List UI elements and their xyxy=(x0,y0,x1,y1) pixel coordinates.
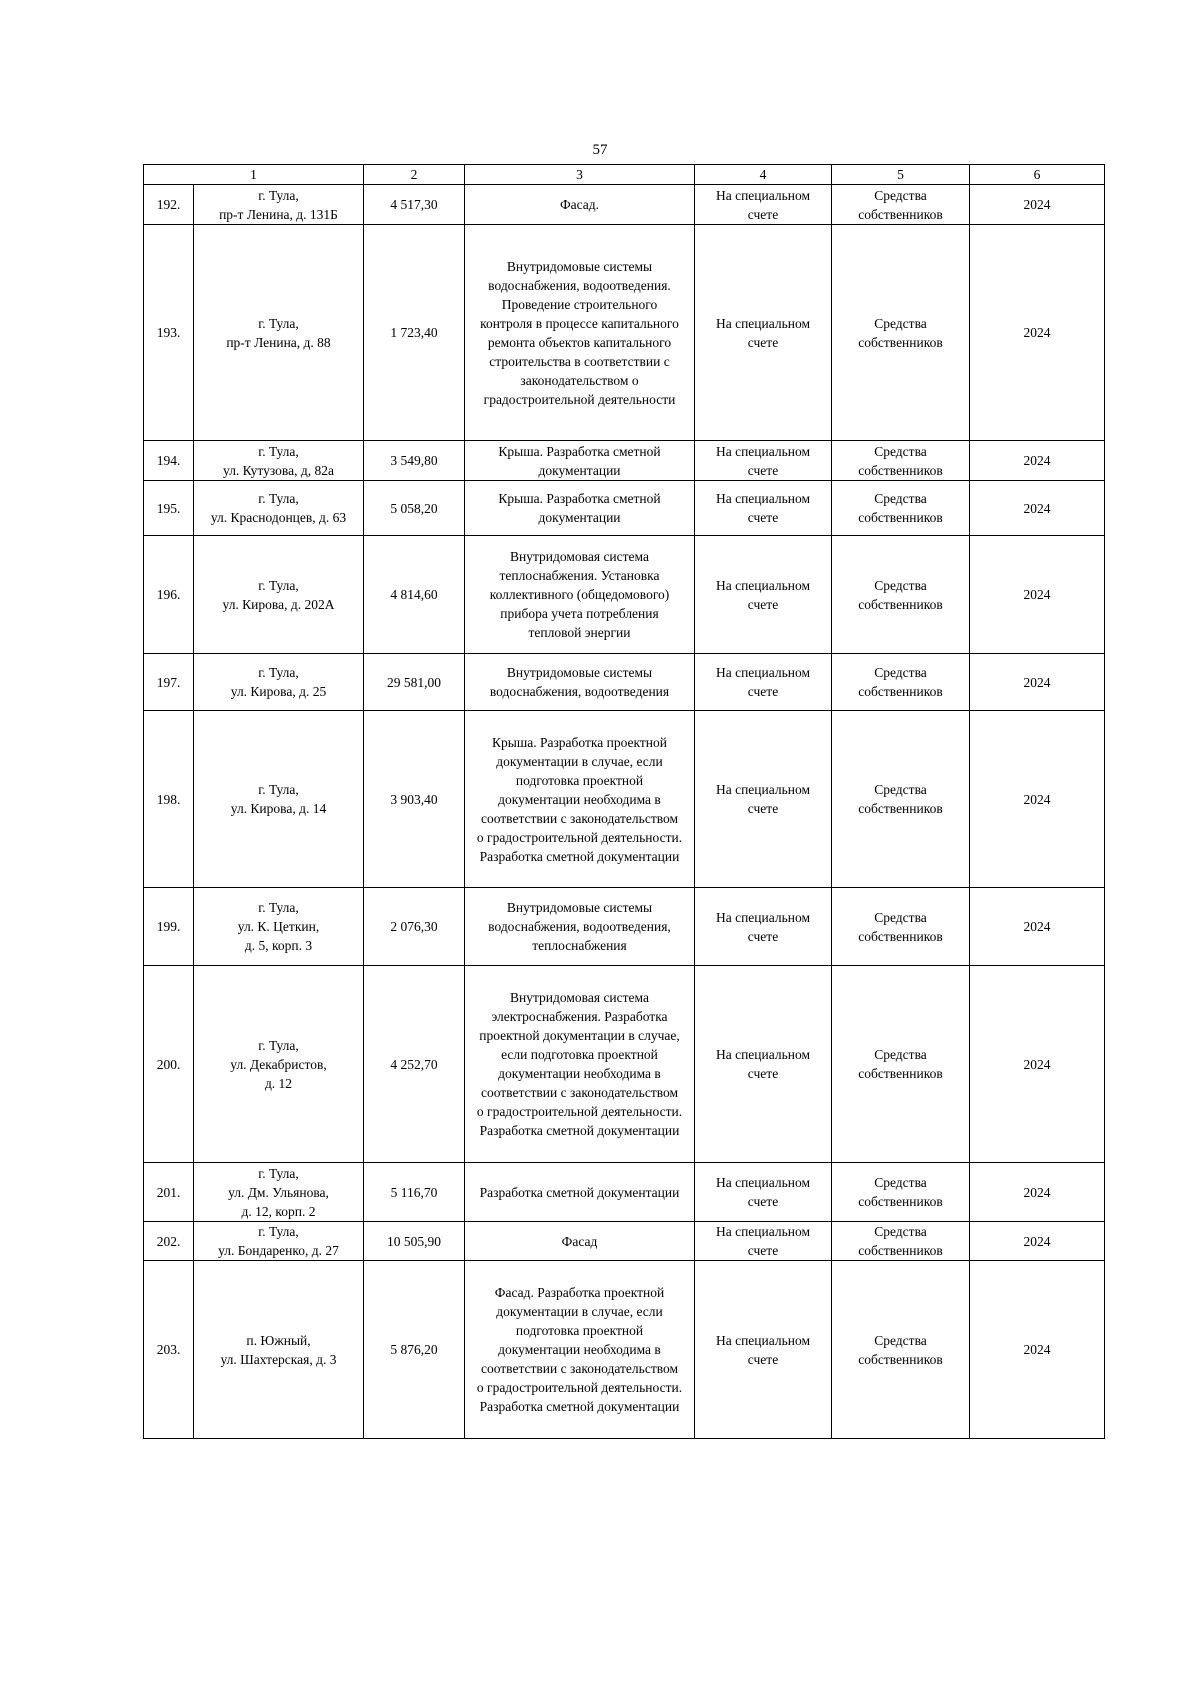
work-type-cell-line: Крыша. Разработка проектной xyxy=(492,734,667,750)
account-cell-line: счете xyxy=(747,596,779,612)
funding-source-cell-line: Средства xyxy=(874,1047,927,1062)
table-row xyxy=(144,1163,1105,1222)
work-type-cell-line: Фасад xyxy=(561,1233,598,1249)
address-cell-line: пр-т Ленина, д. 88 xyxy=(226,334,331,350)
table-row xyxy=(144,1261,1105,1439)
table-row xyxy=(144,481,1105,536)
work-type-cell-line: документации необходима в xyxy=(498,1342,661,1357)
address-cell xyxy=(194,441,364,481)
year-cell: 2024 xyxy=(970,654,1105,711)
row-number: 200. xyxy=(144,966,194,1163)
column-number-1: 1 xyxy=(144,165,364,185)
column-number-row xyxy=(144,165,1105,185)
address-cell xyxy=(194,654,364,711)
funding-source-cell-line: собственников xyxy=(858,510,943,525)
work-type-cell-line: Крыша. Разработка сметной xyxy=(498,443,661,459)
funding-source-cell-line: собственников xyxy=(858,1243,943,1258)
funding-source-cell-line: собственников xyxy=(858,462,943,478)
repair-program-table xyxy=(143,164,1105,1439)
funding-source-cell xyxy=(832,966,970,1163)
row-number: 193. xyxy=(144,225,194,441)
work-type-cell-line: соответствии с законодательством xyxy=(480,810,679,826)
year-cell: 2024 xyxy=(970,185,1105,225)
account-cell-line: На специальном xyxy=(715,1224,811,1239)
address-cell xyxy=(194,481,364,536)
account-cell-line: счете xyxy=(747,510,779,525)
work-type-cell xyxy=(465,1261,695,1439)
work-type-cell-line: Разработка сметной документации xyxy=(479,848,680,864)
work-type-cell xyxy=(465,711,695,888)
work-type-cell-line: соответствии с законодательством xyxy=(480,1361,679,1376)
work-type-cell-line: водоснабжения, водоотведения. xyxy=(488,277,671,293)
table-row xyxy=(144,654,1105,711)
work-type-cell-line: Внутридомовые системы xyxy=(506,258,653,274)
work-type-cell-line: если подготовка проектной xyxy=(501,1047,658,1062)
account-cell xyxy=(695,1222,832,1261)
account-cell-line: счете xyxy=(747,1351,779,1367)
address-cell xyxy=(194,1261,364,1439)
funding-source-cell-line: Средства xyxy=(874,1175,927,1190)
funding-source-cell-line: Средства xyxy=(874,1332,927,1348)
funding-source-cell-line: собственников xyxy=(858,596,943,612)
funding-source-cell-line: собственников xyxy=(858,928,943,944)
address-cell-line: г. Тула, xyxy=(258,187,299,203)
funding-source-cell-line: собственников xyxy=(858,1351,943,1367)
address-cell-line: г. Тула, xyxy=(258,1224,299,1239)
year-cell: 2024 xyxy=(970,711,1105,888)
address-cell-line: г. Тула, xyxy=(258,577,299,593)
funding-source-cell-line: собственников xyxy=(858,334,943,350)
area-cell: 3 903,40 xyxy=(364,711,465,888)
column-number-3: 3 xyxy=(465,165,695,185)
address-cell-line: г. Тула, xyxy=(258,491,299,506)
account-cell-line: счете xyxy=(747,462,779,478)
row-number: 202. xyxy=(144,1222,194,1261)
account-cell-line: На специальном xyxy=(715,187,811,203)
funding-source-cell xyxy=(832,888,970,966)
address-cell-line: ул. Кирова, д. 14 xyxy=(230,801,327,816)
account-cell-line: счете xyxy=(747,684,779,699)
column-number-5: 5 xyxy=(832,165,970,185)
funding-source-cell-line: собственников xyxy=(858,1194,943,1209)
work-type-cell-line: документации в случае, если xyxy=(496,753,663,769)
work-type-cell-line: подготовка проектной xyxy=(515,1323,644,1338)
work-type-cell xyxy=(465,1222,695,1261)
funding-source-cell-line: собственников xyxy=(858,206,943,222)
area-cell: 1 723,40 xyxy=(364,225,465,441)
account-cell xyxy=(695,1163,832,1222)
work-type-cell-line: документации необходима в xyxy=(498,791,661,807)
address-cell-line: г. Тула, xyxy=(258,782,299,797)
table-row xyxy=(144,966,1105,1163)
address-cell-line: д. 5, корп. 3 xyxy=(244,938,313,953)
work-type-cell-line: Внутридомовые системы xyxy=(506,900,653,915)
funding-source-cell xyxy=(832,1222,970,1261)
year-cell: 2024 xyxy=(970,888,1105,966)
work-type-cell xyxy=(465,225,695,441)
row-number: 192. xyxy=(144,185,194,225)
area-cell: 5 116,70 xyxy=(364,1163,465,1222)
address-cell-line: д. 12 xyxy=(264,1075,293,1091)
account-cell xyxy=(695,966,832,1163)
funding-source-cell xyxy=(832,1163,970,1222)
work-type-cell-line: строительства в соответствии с xyxy=(489,353,670,369)
address-cell-line: г. Тула, xyxy=(258,1165,299,1181)
account-cell-line: счете xyxy=(747,334,779,350)
address-cell-line: ул. Кирова, д. 202А xyxy=(222,596,335,612)
page-number: 57 xyxy=(592,142,608,158)
column-number-6: 6 xyxy=(970,165,1105,185)
account-cell-line: счете xyxy=(747,206,779,222)
address-cell-line: ул. Декабристов, xyxy=(230,1056,327,1072)
work-type-cell-line: Внутридомовые системы xyxy=(506,665,653,680)
account-cell xyxy=(695,441,832,481)
account-cell-line: На специальном xyxy=(715,491,811,506)
year-cell: 2024 xyxy=(970,441,1105,481)
work-type-cell-line: проектной документации в случае, xyxy=(479,1028,680,1043)
address-cell-line: д. 12, корп. 2 xyxy=(241,1203,316,1219)
year-cell: 2024 xyxy=(970,966,1105,1163)
funding-source-cell-line: Средства xyxy=(874,665,927,680)
address-cell-line: ул. Кутузова, д, 82а xyxy=(223,462,334,478)
row-number: 196. xyxy=(144,536,194,654)
account-cell-line: На специальном xyxy=(715,1175,811,1190)
work-type-cell-line: Внутридомовая система xyxy=(510,990,649,1005)
funding-source-cell-line: Средства xyxy=(874,1224,927,1239)
work-type-cell-line: о градостроительной деятельности. xyxy=(476,1104,683,1119)
account-cell-line: На специальном xyxy=(715,577,811,593)
funding-source-cell-line: собственников xyxy=(858,1066,943,1081)
work-type-cell-line: Разработка сметной документации xyxy=(479,1184,680,1200)
address-cell xyxy=(194,966,364,1163)
account-cell-line: счете xyxy=(747,1194,779,1209)
account-cell xyxy=(695,536,832,654)
row-number: 203. xyxy=(144,1261,194,1439)
table-row xyxy=(144,888,1105,966)
account-cell-line: На специальном xyxy=(715,1332,811,1348)
work-type-cell xyxy=(465,966,695,1163)
account-cell-line: На специальном xyxy=(715,443,811,459)
funding-source-cell xyxy=(832,441,970,481)
area-cell: 5 876,20 xyxy=(364,1261,465,1439)
row-number: 198. xyxy=(144,711,194,888)
table-row xyxy=(144,1222,1105,1261)
address-cell-line: ул. Краснодонцев, д. 63 xyxy=(210,510,347,525)
account-cell xyxy=(695,1261,832,1439)
work-type-cell xyxy=(465,888,695,966)
address-cell-line: п. Южный, xyxy=(246,1332,311,1348)
work-type-cell-line: теплоснабжения. Установка xyxy=(499,568,660,583)
work-type-cell-line: документации xyxy=(538,462,621,478)
area-cell: 3 549,80 xyxy=(364,441,465,481)
work-type-cell xyxy=(465,654,695,711)
work-type-cell xyxy=(465,441,695,481)
address-cell-line: ул. Дм. Ульянова, xyxy=(228,1184,329,1200)
work-type-cell-line: Разработка сметной документации xyxy=(479,1399,680,1414)
address-cell xyxy=(194,888,364,966)
account-cell xyxy=(695,481,832,536)
work-type-cell xyxy=(465,185,695,225)
work-type-cell-line: о градостроительной деятельности. xyxy=(476,829,683,845)
account-cell-line: На специальном xyxy=(715,665,811,680)
funding-source-cell-line: Средства xyxy=(874,315,927,331)
account-cell-line: На специальном xyxy=(715,782,811,797)
funding-source-cell-line: Средства xyxy=(874,443,927,459)
table-row xyxy=(144,225,1105,441)
work-type-cell-line: прибора учета потребления xyxy=(500,606,659,621)
column-number-2: 2 xyxy=(364,165,465,185)
address-cell xyxy=(194,1222,364,1261)
funding-source-cell xyxy=(832,185,970,225)
work-type-cell-line: Фасад. xyxy=(559,197,600,212)
address-cell-line: ул. Кирова, д. 25 xyxy=(230,684,327,699)
address-cell xyxy=(194,225,364,441)
work-type-cell-line: документации в случае, если xyxy=(496,1304,663,1319)
row-number: 197. xyxy=(144,654,194,711)
work-type-cell-line: ремонта объектов капитального xyxy=(487,334,672,350)
address-cell-line: г. Тула, xyxy=(258,443,299,459)
work-type-cell xyxy=(465,1163,695,1222)
area-cell: 4 517,30 xyxy=(364,185,465,225)
funding-source-cell-line: Средства xyxy=(874,909,927,925)
year-cell: 2024 xyxy=(970,481,1105,536)
year-cell: 2024 xyxy=(970,536,1105,654)
row-number: 195. xyxy=(144,481,194,536)
work-type-cell-line: документации xyxy=(538,510,621,525)
account-cell-line: счете xyxy=(747,928,779,944)
funding-source-cell-line: Средства xyxy=(874,782,927,797)
work-type-cell-line: документации необходима в xyxy=(498,1066,661,1081)
area-cell: 4 252,70 xyxy=(364,966,465,1163)
year-cell: 2024 xyxy=(970,1163,1105,1222)
account-cell xyxy=(695,185,832,225)
funding-source-cell-line: Средства xyxy=(874,577,927,593)
year-cell: 2024 xyxy=(970,1222,1105,1261)
work-type-cell-line: электроснабжения. Разработка xyxy=(491,1009,668,1024)
funding-source-cell-line: Средства xyxy=(874,187,927,203)
work-type-cell-line: контроля в процессе капитального xyxy=(480,315,679,331)
account-cell-line: На специальном xyxy=(715,315,811,331)
work-type-cell-line: водоснабжения, водоотведения, xyxy=(488,919,671,934)
address-cell-line: г. Тула, xyxy=(258,665,299,680)
account-cell xyxy=(695,711,832,888)
account-cell xyxy=(695,225,832,441)
work-type-cell xyxy=(465,536,695,654)
work-type-cell-line: о градостроительной деятельности. xyxy=(476,1380,683,1395)
funding-source-cell xyxy=(832,225,970,441)
work-type-cell-line: Внутридомовая система xyxy=(510,549,649,564)
funding-source-cell xyxy=(832,536,970,654)
year-cell: 2024 xyxy=(970,1261,1105,1439)
account-cell-line: На специальном xyxy=(715,909,811,925)
funding-source-cell xyxy=(832,481,970,536)
funding-source-cell-line: собственников xyxy=(858,684,943,699)
funding-source-cell-line: Средства xyxy=(874,491,927,506)
account-cell-line: счете xyxy=(747,1243,779,1258)
work-type-cell-line: Проведение строительного xyxy=(501,296,658,312)
work-type-cell-line: законодательством о xyxy=(520,372,639,388)
address-cell-line: пр-т Ленина, д. 131Б xyxy=(219,206,338,222)
address-cell-line: г. Тула, xyxy=(258,315,299,331)
area-cell: 29 581,00 xyxy=(364,654,465,711)
address-cell xyxy=(194,185,364,225)
work-type-cell-line: градостроительной деятельности xyxy=(483,391,676,407)
row-number: 199. xyxy=(144,888,194,966)
area-cell: 4 814,60 xyxy=(364,536,465,654)
year-cell: 2024 xyxy=(970,225,1105,441)
work-type-cell-line: соответствии с законодательством xyxy=(480,1085,679,1100)
work-type-cell-line: Крыша. Разработка сметной xyxy=(498,491,661,506)
account-cell-line: счете xyxy=(747,801,779,816)
account-cell-line: На специальном xyxy=(715,1047,811,1062)
area-cell: 10 505,90 xyxy=(364,1222,465,1261)
funding-source-cell xyxy=(832,654,970,711)
work-type-cell-line: теплоснабжения xyxy=(532,938,627,953)
account-cell-line: счете xyxy=(747,1066,779,1081)
work-type-cell-line: коллективного (общедомового) xyxy=(489,587,670,602)
work-type-cell-line: Разработка сметной документации xyxy=(479,1123,680,1138)
address-cell xyxy=(194,711,364,888)
funding-source-cell-line: собственников xyxy=(858,801,943,816)
funding-source-cell xyxy=(832,711,970,888)
area-cell: 2 076,30 xyxy=(364,888,465,966)
work-type-cell-line: подготовка проектной xyxy=(515,772,644,788)
table-row xyxy=(144,185,1105,225)
column-number-4: 4 xyxy=(695,165,832,185)
address-cell-line: ул. К. Цеткин, xyxy=(237,919,320,934)
funding-source-cell xyxy=(832,1261,970,1439)
work-type-cell-line: тепловой энергии xyxy=(528,625,631,640)
address-cell-line: г. Тула, xyxy=(258,1037,299,1053)
account-cell xyxy=(695,888,832,966)
table-row xyxy=(144,711,1105,888)
address-cell-line: ул. Бондаренко, д. 27 xyxy=(218,1243,339,1258)
area-cell: 5 058,20 xyxy=(364,481,465,536)
table-row xyxy=(144,441,1105,481)
account-cell xyxy=(695,654,832,711)
row-number: 194. xyxy=(144,441,194,481)
address-cell xyxy=(194,1163,364,1222)
work-type-cell-line: водоснабжения, водоотведения xyxy=(489,684,670,699)
work-type-cell xyxy=(465,481,695,536)
address-cell-line: ул. Шахтерская, д. 3 xyxy=(220,1351,337,1367)
work-type-cell-line: Фасад. Разработка проектной xyxy=(494,1285,665,1300)
address-cell xyxy=(194,536,364,654)
address-cell-line: г. Тула, xyxy=(258,900,299,915)
table-row xyxy=(144,536,1105,654)
row-number: 201. xyxy=(144,1163,194,1222)
